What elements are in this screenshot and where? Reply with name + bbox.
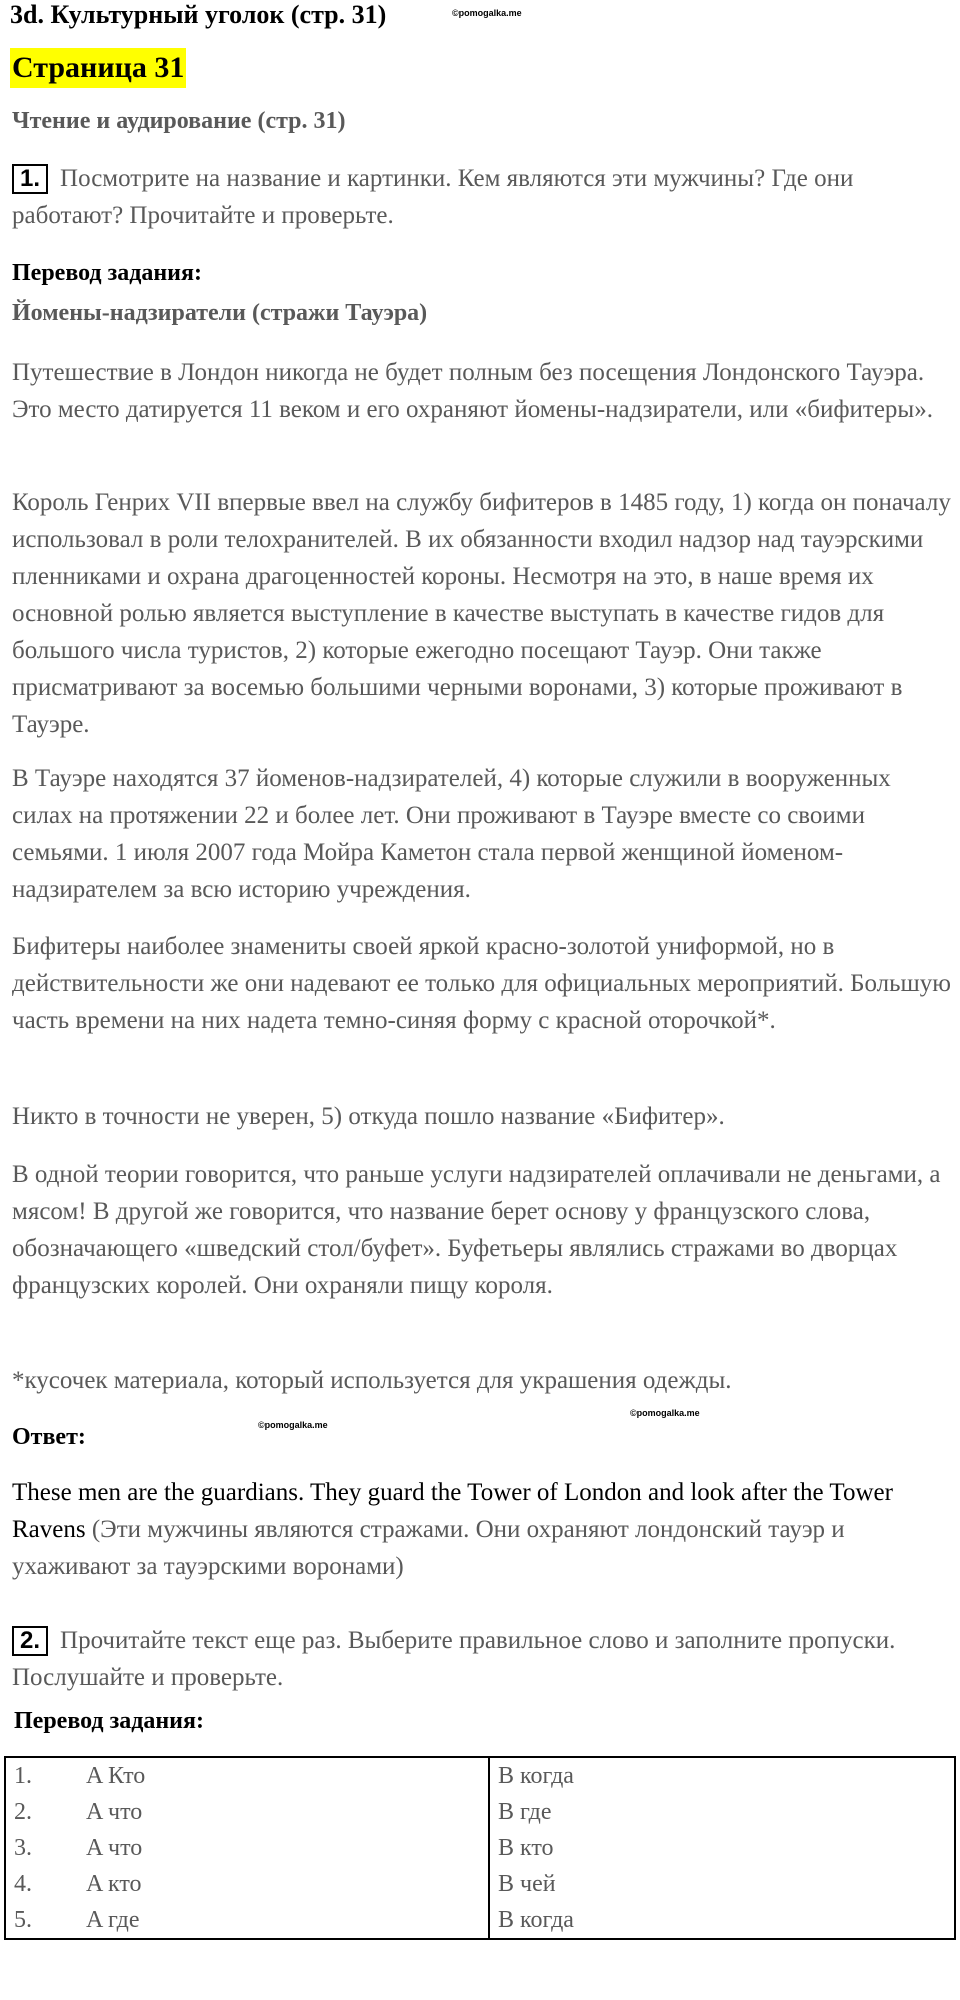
option-a-cell: [5, 1757, 489, 1794]
option-a-cell: [5, 1902, 489, 1939]
page-header-title: 3d. Культурный уголок (стр. 31): [10, 0, 387, 29]
options-row: [5, 1794, 955, 1830]
translation-label-1: Перевод задания:: [12, 260, 202, 286]
options-row: [5, 1866, 955, 1902]
paragraph-1: Путешествие в Лондон никогда не будет полным без посещения Лондонского Тауэра. Это место датируется 11 веком и его охраняют йомены-надзиратели, или «бифитеры».: [12, 359, 933, 423]
option-a: A что: [86, 1799, 143, 1825]
option-b: B кто: [498, 1835, 554, 1861]
footnote: *кусочек материала, который используется для украшения одежды.: [12, 1367, 732, 1394]
option-b-cell: [489, 1902, 955, 1939]
answer-english: These men are the guardians. They guard the Tower of London and look after the Tower Ravens: [12, 1479, 893, 1543]
option-number: 2.: [14, 1799, 32, 1825]
option-a-cell: [5, 1830, 489, 1866]
section-title: Чтение и аудирование (стр. 31): [12, 108, 346, 134]
paragraph-3: В Тауэре находятся 37 йоменов-надзирателей, 4) которые служили в вооруженных силах на протяжении 22 и более лет. Они проживают в Тауэре вместе со своими семьями. 1 июля 2007 года Мойра Каметон стала первой женщиной йоменом-надзирателем за всю историю учреждения.: [12, 765, 891, 903]
options-row: [5, 1830, 955, 1866]
watermark-mid-left: ©pomogalka.me: [258, 1420, 328, 1430]
paragraph-4: Бифитеры наиболее знамениты своей яркой красно-золотой униформой, но в действительности же они надевают ее только для официальных мероприятий. Большую часть времени на них надета темно-синяя форму с красной оторочкой*.: [12, 933, 951, 1034]
watermark-top: ©pomogalka.me: [452, 8, 522, 18]
task-2-text: Прочитайте текст еще раз. Выберите правильное слово и заполните пропуски. Послушайте и проверьте.: [12, 1627, 896, 1691]
task-1-number: 1.: [12, 164, 48, 194]
answer-label: Ответ:: [12, 1424, 86, 1450]
translation-label-2: Перевод задания:: [14, 1708, 204, 1734]
option-a-cell: [5, 1866, 489, 1902]
option-number: 1.: [14, 1763, 32, 1789]
answer-russian: (Эти мужчины являются стражами. Они охраняют лондонский тауэр и ухаживают за тауэрскими воронами): [12, 1516, 845, 1580]
option-a: A где: [86, 1907, 140, 1933]
task-2-number: 2.: [12, 1626, 48, 1656]
task-1-text: Посмотрите на название и картинки. Кем являются эти мужчины? Где они работают? Прочитайте и проверьте.: [12, 165, 854, 229]
option-b-cell: [489, 1794, 955, 1830]
options-row: [5, 1757, 955, 1794]
option-number: 3.: [14, 1835, 32, 1861]
task-2: [12, 1622, 952, 1696]
options-table: [4, 1756, 956, 1940]
option-number: 4.: [14, 1871, 32, 1897]
option-a-cell: [5, 1794, 489, 1830]
option-b: B когда: [498, 1763, 574, 1789]
option-b-cell: [489, 1757, 955, 1794]
option-number: 5.: [14, 1907, 32, 1933]
option-b: B где: [498, 1799, 552, 1825]
paragraph-2: Король Генрих VII впервые ввел на службу бифитеров в 1485 году, 1) когда он поначалу использовал в роли телохранителей. В их обязанности входил надзор над тауэрскими пленниками и охрана драгоценностей короны. Несмотря на это, в наше время их основной ролью является выступление в качестве выступать в качестве гидов для большого числа туристов, 2) которые ежегодно посещают Тауэр. Они также присматривают за восемью большими черными воронами, 3) которые проживают в Тауэре.: [12, 489, 951, 738]
answer-text: [12, 1474, 952, 1585]
options-row: [5, 1902, 955, 1939]
article-title: Йомены-надзиратели (стражи Тауэра): [12, 300, 428, 326]
option-b-cell: [489, 1830, 955, 1866]
option-b: B чей: [498, 1871, 556, 1897]
task-1: [12, 160, 952, 234]
option-a: A что: [86, 1835, 143, 1861]
paragraph-5: Никто в точности не уверен, 5) откуда пошло название «Бифитер».: [12, 1103, 725, 1130]
option-b: B когда: [498, 1907, 574, 1933]
option-a: A Кто: [86, 1763, 146, 1789]
paragraph-6: В одной теории говорится, что раньше услуги надзирателей оплачивали не деньгами, а мясом! В другой же говорится, что название берет основу у французского слова, обозначающего «шведский стол/буфет». Буфетьеры являлись стражами во дворцах французских королей. Они охраняли пищу короля.: [12, 1161, 941, 1299]
page-heading: Страница 31: [10, 48, 186, 88]
option-a: A кто: [86, 1871, 142, 1897]
option-b-cell: [489, 1866, 955, 1902]
watermark-mid-right: ©pomogalka.me: [630, 1408, 700, 1418]
